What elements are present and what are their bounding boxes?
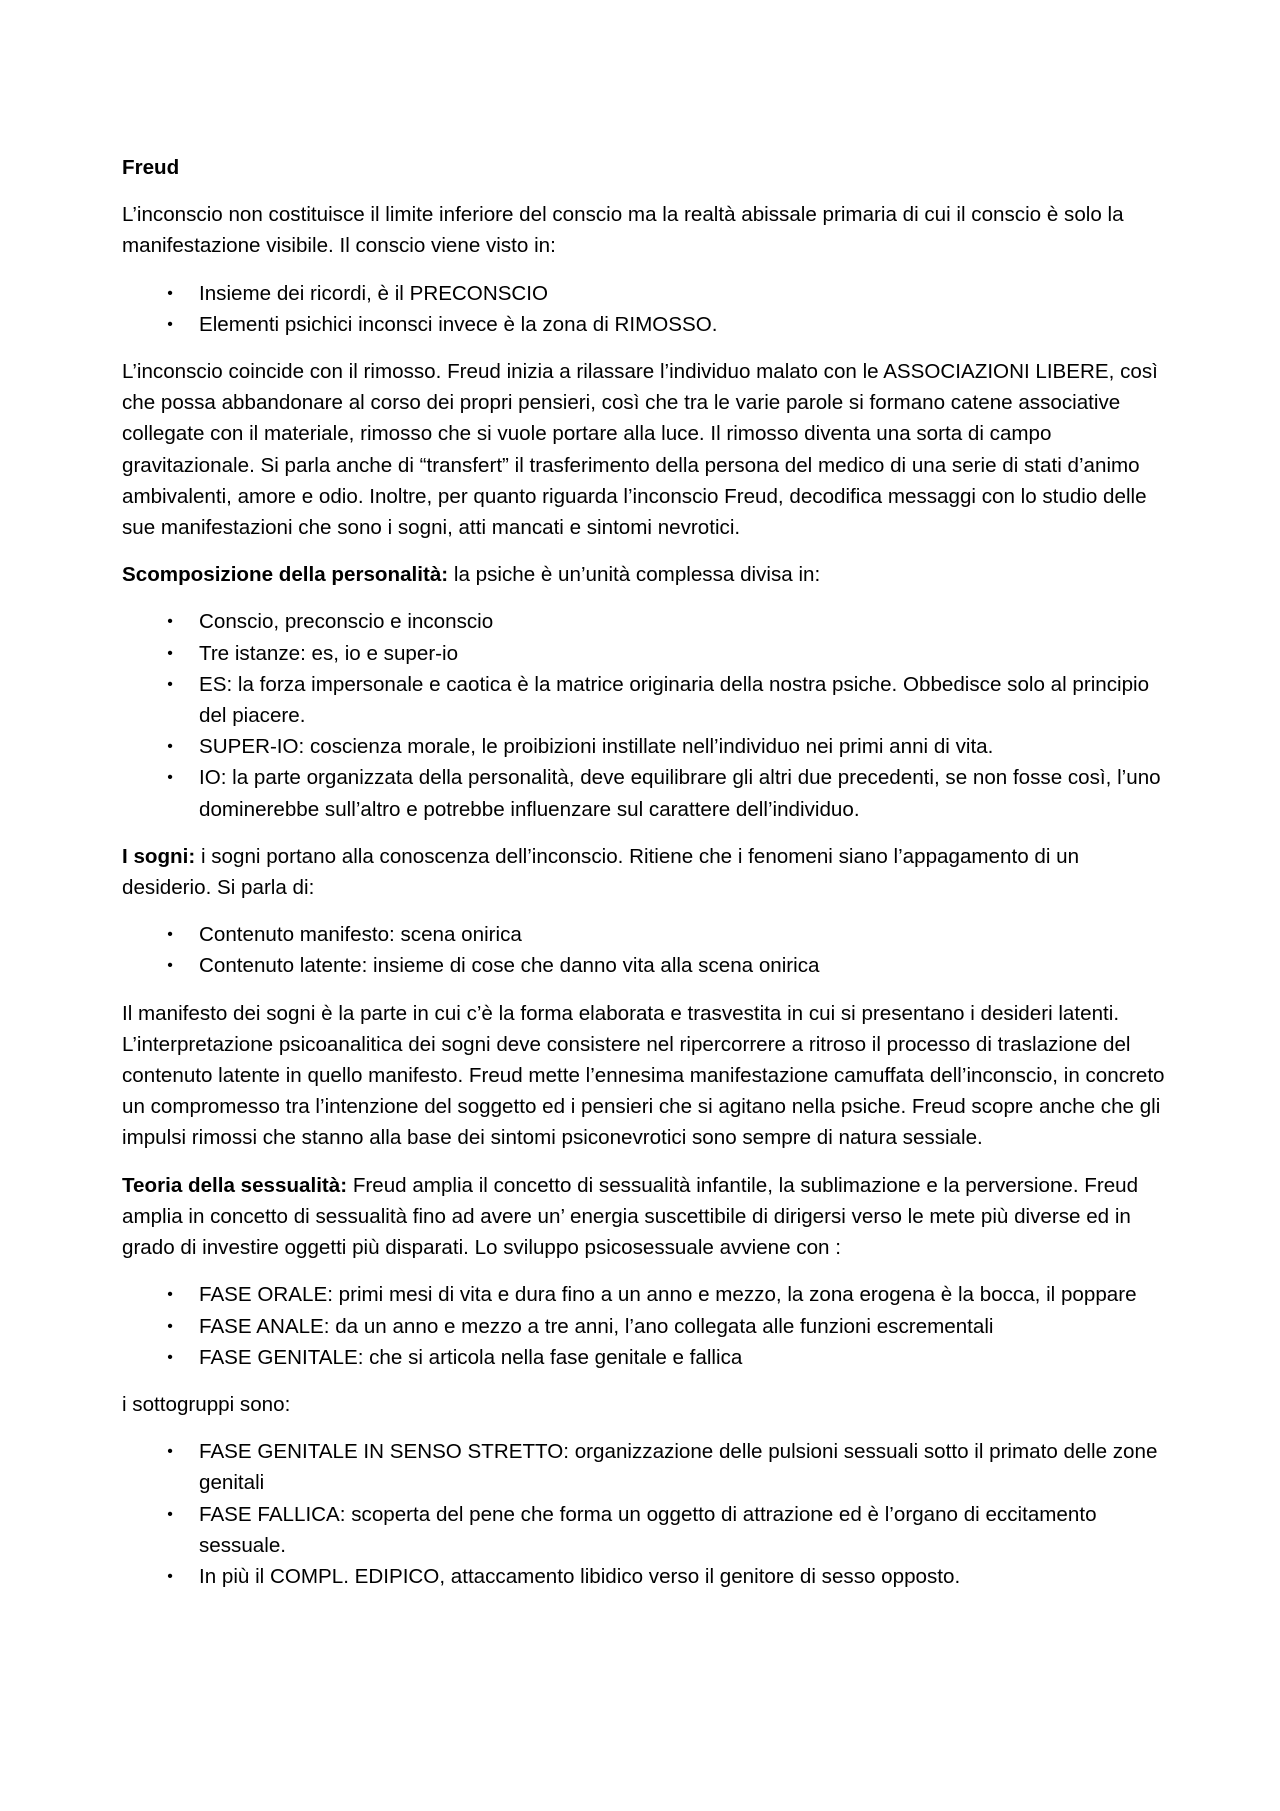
intro-paragraph: L’inconscio non costituisce il limite inferiore del conscio ma la realtà abissale primaria di cui il conscio è solo la manifestazione visibile. Il conscio viene visto in:	[122, 203, 1124, 258]
list-item	[122, 762, 1167, 824]
sessualita-text: Freud amplia il concetto di sessualità infantile, la sublimazione e la perversione. Freud amplia in concetto di sessualità fino ad avere un’ energia suscettibile di dirigersi verso le mete più diverse ed in grado di investire oggetti più disparati. Lo sviluppo psicosessuale avviene con :	[122, 1173, 1139, 1260]
list-item	[122, 669, 1167, 731]
sottogruppi-list	[122, 1436, 1167, 1592]
sogni-list	[122, 919, 1167, 981]
personalita-list	[122, 606, 1167, 824]
bullet-icon: •	[167, 613, 173, 631]
sogni-text: i sogni portano alla conoscenza dell’inconscio. Ritiene che i fenomeni siano l’appagamento di un desiderio. Si parla di:	[122, 844, 1080, 900]
list-item-text: FASE FALLICA: scoperta del pene che forma un oggetto di attrazione ed è l’organo di eccitamento sessuale.	[199, 1502, 1097, 1557]
bullet-icon: •	[167, 957, 173, 975]
list-item-text: Insieme dei ricordi, è il PRECONSCIO	[199, 281, 549, 305]
rimosso-paragraph: L’inconscio coincide con il rimosso. Freud inizia a rilassare l’individuo malato con le ASSOCIAZIONI LIBERE, così che possa abbandonare al corso dei propri pensieri, così che tra le varie parole si formano catene associative collegate con il materiale, rimosso che si vuole portare alla luce. Il rimosso diventa una sorta di campo gravitazionale. Si parla anche di “transfert” il trasferimento della persona del medico di una serie di stati d’animo ambivalenti, amore e odio. Inoltre, per quanto riguarda l’inconscio Freud, decodifica messaggi con lo studio delle sue manifestazioni che sono i sogni, atti mancati e sintomi nevrotici.	[122, 360, 1158, 540]
sogni-heading: I sogni:	[122, 844, 196, 868]
sogni-paragraph	[122, 841, 1167, 903]
list-item-text: Contenuto manifesto: scena onirica	[199, 923, 522, 947]
list-item	[122, 731, 1167, 762]
bullet-icon: •	[167, 1567, 173, 1585]
bullet-icon: •	[167, 738, 173, 756]
list-item	[122, 1436, 1167, 1498]
list-item-text: Contenuto latente: insieme di cose che danno vita alla scena onirica	[199, 954, 820, 978]
document-title: Freud	[122, 156, 180, 179]
sessualita-heading: Teoria della sessualità:	[122, 1173, 348, 1197]
list-item-text: In più il COMPL. EDIPICO, attaccamento libidico verso il genitore di sesso opposto.	[199, 1564, 961, 1588]
list-item	[122, 278, 1167, 309]
list-item	[122, 606, 1167, 637]
list-item	[122, 309, 1167, 340]
sessualita-paragraph	[122, 1170, 1167, 1264]
sottogruppi-intro: i sottogruppi sono:	[122, 1392, 291, 1416]
list-item-text: FASE ORALE: primi mesi di vita e dura fino a un anno e mezzo, la zona erogena è la bocca, il poppare	[199, 1283, 1137, 1307]
bullet-icon: •	[167, 1286, 173, 1304]
bullet-icon: •	[167, 769, 173, 787]
list-item-text: FASE GENITALE: che si articola nella fase genitale e fallica	[199, 1345, 743, 1369]
bullet-icon: •	[167, 1505, 173, 1523]
list-item-text: ES: la forza impersonale e caotica è la matrice originaria della nostra psiche. Obbedisce solo al principio del piacere.	[199, 672, 1150, 728]
list-item-text: SUPER-IO: coscienza morale, le proibizioni instillate nell’individuo nei primi anni di vita.	[199, 735, 994, 759]
bullet-icon: •	[167, 284, 173, 302]
bullet-icon: •	[167, 1443, 173, 1461]
personalita-heading: Scomposizione della personalità:	[122, 563, 449, 587]
bullet-icon: •	[167, 644, 173, 662]
manifesto-paragraph: Il manifesto dei sogni è la parte in cui c’è la forma elaborata e trasvestita in cui si presentano i desideri latenti. L’interpretazione psicoanalitica dei sogni deve consistere nel ripercorrere a ritroso il processo di traslazione del contenuto latente in quello manifesto. Freud mette l’ennesima manifestazione camuffata dell’inconscio, in concreto un compromesso tra l’intenzione del soggetto ed i pensieri che si agitano nella psiche. Freud scopre anche che gli impulsi rimossi che stanno alla base dei sintomi psiconevrotici sono sempre di natura sessiale.	[122, 1001, 1165, 1150]
personalita-paragraph	[122, 559, 1167, 590]
list-item-text: FASE GENITALE IN SENSO STRETTO: organizzazione delle pulsioni sessuali sotto il primato delle zone genitali	[199, 1440, 1158, 1495]
conscio-list	[122, 278, 1167, 340]
personalita-text: la psiche è un’unità complessa divisa in:	[448, 563, 821, 587]
list-item-text: Tre istanze: es, io e super-io	[199, 641, 459, 665]
list-item	[122, 1561, 1167, 1592]
bullet-icon: •	[167, 926, 173, 944]
list-item	[122, 1342, 1167, 1373]
list-item	[122, 919, 1167, 950]
list-item-text: Elementi psichici inconsci invece è la zona di RIMOSSO.	[199, 312, 718, 336]
list-item-text: FASE ANALE: da un anno e mezzo a tre anni, l’ano collegata alle funzioni escrementali	[199, 1314, 994, 1338]
list-item	[122, 1279, 1167, 1310]
document-page	[122, 152, 1167, 1608]
bullet-icon: •	[167, 315, 173, 333]
list-item	[122, 1311, 1167, 1342]
list-item	[122, 638, 1167, 669]
list-item-text: Conscio, preconscio e inconscio	[199, 610, 494, 634]
bullet-icon: •	[167, 1317, 173, 1335]
list-item-text: IO: la parte organizzata della personalità, deve equilibrare gli altri due precedenti, se non fosse così, l’uno dominerebbe sull’altro e potrebbe influenzare sul carattere dell’individuo.	[199, 766, 1161, 821]
sessualita-list	[122, 1279, 1167, 1373]
list-item	[122, 1499, 1167, 1561]
bullet-icon: •	[167, 675, 173, 693]
bullet-icon: •	[167, 1348, 173, 1366]
list-item	[122, 950, 1167, 981]
